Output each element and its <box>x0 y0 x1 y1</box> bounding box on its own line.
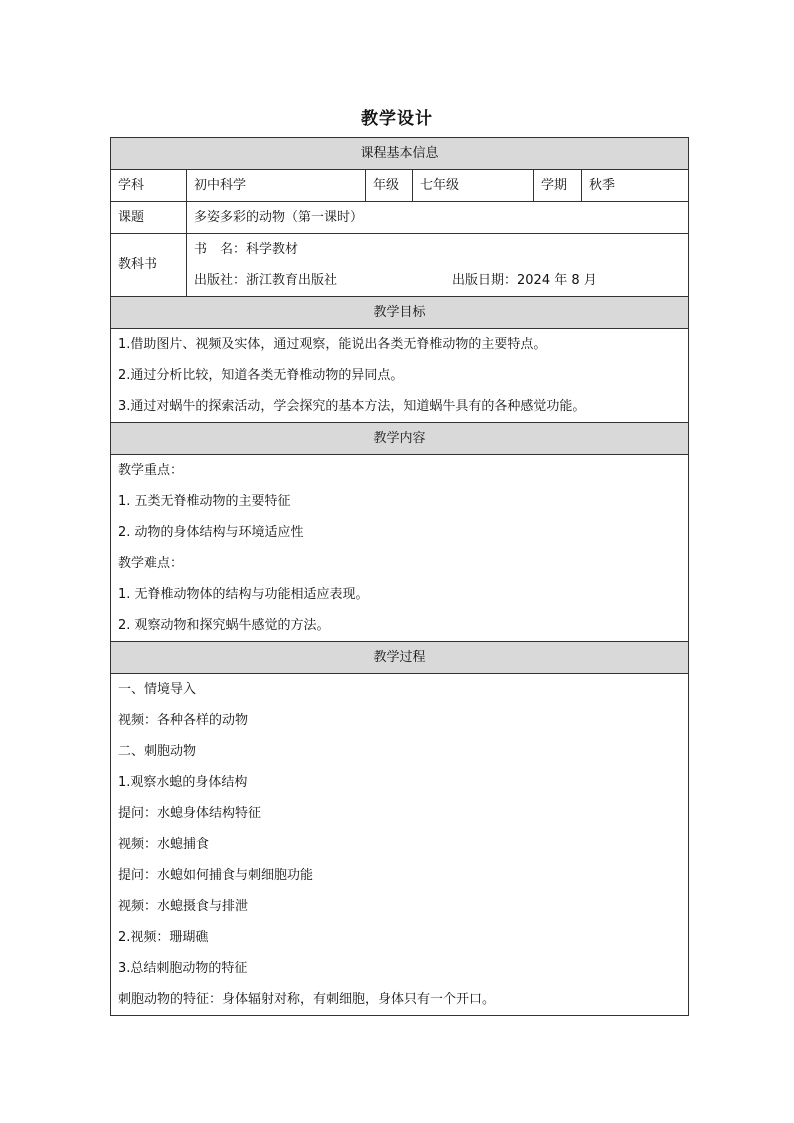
objective-item: 1.借助图片、视频及实体，通过观察，能说出各类无脊椎动物的主要特点。 <box>118 337 547 352</box>
term-value: 秋季 <box>582 170 689 202</box>
process-line: 1.观察水螅的身体结构 <box>118 775 248 790</box>
content-line: 1. 五类无脊椎动物的主要特征 <box>118 494 291 509</box>
objective-item: 3.通过对蜗牛的探索活动，学会探究的基本方法，知道蜗牛具有的各种感觉功能。 <box>118 399 586 414</box>
topic-label: 课题 <box>111 202 187 234</box>
process-line: 视频：水螅摄食与排泄 <box>118 899 249 914</box>
topic-value: 多姿多彩的动物（第一课时） <box>187 202 689 234</box>
objectives-header: 教学目标 <box>111 297 689 329</box>
process-line: 刺胞动物的特征：身体辐射对称，有刺细胞，身体只有一个开口。 <box>118 992 496 1007</box>
document-title: 教学设计 <box>361 109 433 129</box>
content-line: 2. 观察动物和探究蜗牛感觉的方法。 <box>118 618 330 633</box>
term-label: 学期 <box>534 170 582 202</box>
content-line: 1. 无脊椎动物体的结构与功能相适应表现。 <box>118 587 369 602</box>
subject-label: 学科 <box>111 170 187 202</box>
content-line: 教学重点： <box>118 463 184 478</box>
process-line: 二、刺胞动物 <box>118 744 197 759</box>
publisher: 出版社：浙江教育出版社 <box>194 273 338 288</box>
process-line: 3.总结刺胞动物的特征 <box>118 961 248 976</box>
process-line: 一、情境导入 <box>118 682 197 697</box>
content-line: 2. 动物的身体结构与环境适应性 <box>118 525 304 540</box>
basic-info-header: 课程基本信息 <box>111 138 689 170</box>
process-line: 2.视频：珊瑚礁 <box>118 930 209 945</box>
book-name: 书 名：科学教材 <box>194 242 299 257</box>
process-line: 提问：水螅如何捕食与刺细胞功能 <box>118 868 314 883</box>
textbook-label: 教科书 <box>111 234 187 297</box>
content-header: 教学内容 <box>111 423 689 455</box>
process-line: 视频：水螅捕食 <box>118 837 210 852</box>
objective-item: 2.通过分析比较，知道各类无脊椎动物的异同点。 <box>118 368 404 383</box>
grade-label: 年级 <box>366 170 413 202</box>
grade-value: 七年级 <box>413 170 534 202</box>
process-body <box>111 674 689 1016</box>
objectives-body <box>111 329 689 423</box>
lesson-plan-table <box>110 137 689 1016</box>
textbook-info <box>187 234 689 297</box>
process-header: 教学过程 <box>111 642 689 674</box>
process-line: 提问：水螅身体结构特征 <box>118 806 262 821</box>
process-line: 视频：各种各样的动物 <box>118 713 249 728</box>
subject-value: 初中科学 <box>187 170 366 202</box>
content-body <box>111 455 689 642</box>
publish-date: 出版日期：2024 年 8 月 <box>452 273 597 288</box>
content-line: 教学难点： <box>118 556 184 571</box>
